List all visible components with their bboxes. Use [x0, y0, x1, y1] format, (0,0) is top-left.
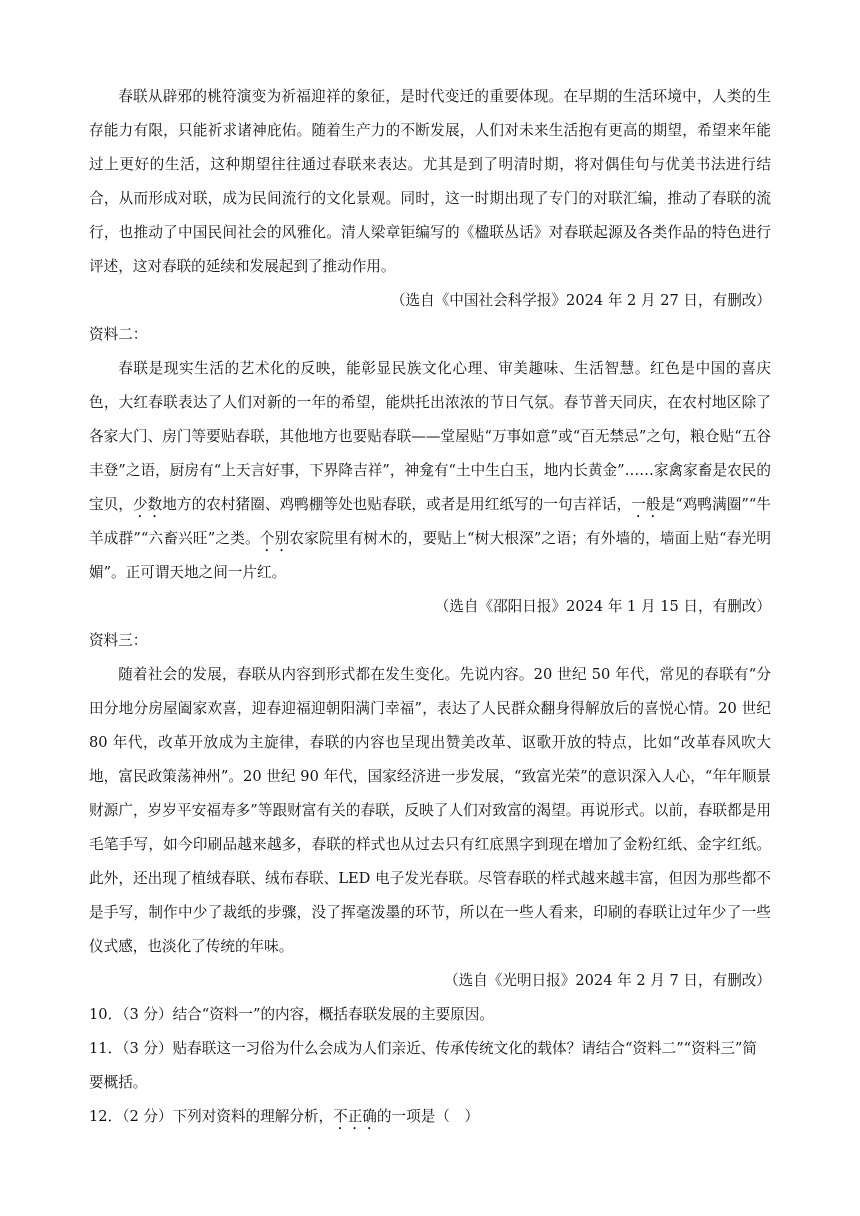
emphasis-shaoshu: 少数	[132, 496, 163, 513]
emphasis-yiban: 一般	[631, 496, 661, 513]
material3-paragraph: 随着社会的发展，春联从内容到形式都在发生变化。先说内容。20 世纪 50 年代，常见的春联有“分田分地分房屋阖家欢喜，迎春迎福迎朝阳满门幸福”，表达了人民群众翻身得解放后的喜悦心情。20 世纪 80 年代，改革开放成为主旋律，春联的内容也呈现出赞美改革、讴歌开放的特点，比如“改革春风吹大地，富民政策荡神州”。20 世纪 90 年代，国家经济进一步发展，“致富光荣”的意识深入人心，“年年顺景财源广，岁岁平安福寿多”等跟财富有关的春联，反映了人们对致富的渴望。再说形式。以前，春联都是用毛笔手写，如今印刷品越来越多，春联的样式也从过去只有红底黑字到现在增加了金粉红纸、金字红纸。此外，还出现了植绒春联、绒布春联、LED 电子发光春联。尽管春联的样式越来越丰富，但因为那些都不是手写，制作中少了裁纸的步骤，没了挥毫泼墨的环节，所以在一些人看来，印刷的春联让过年少了一些仪式感，也淡化了传统的年味。	[89, 666, 771, 955]
material2-text-c: 是“鸡鸭满圈”“牛羊成群”“六畜兴旺”之类。	[89, 496, 771, 547]
question-12-suffix: 的一项是（ ）	[376, 1108, 480, 1125]
material2-text-a: 春联是现实生活的艺术化的反映，能彰显民族文化心理、审美趣味、生活智慧。红色是中国的喜庆色，大红春联表达了人们对新的一年的希望，能烘托出浓浓的节日气氛。春节普天同庆，在农村地区除了各家大门、房门等要贴春联，其他地方也要贴春联——堂屋贴“万事如意”或“百无禁忌”之句，粮仓贴“五谷丰登”之语，厨房有“上天言好事，下界降吉祥”，神龛有“土中生白玉，地内长黄金”……家禽家畜是农民的宝贝，	[89, 360, 771, 513]
material2-text-b: 地方的农村猪圈、鸡鸭棚等处也贴春联，或者是用红纸写的一句吉祥话，	[162, 496, 632, 513]
question-10: 10．（3 分）结合“资料一”的内容，概括春联发展的主要原因。	[89, 1006, 494, 1023]
emphasis-buzhengque: 不正确	[333, 1108, 377, 1125]
material2-heading: 资料二：	[89, 326, 148, 343]
material2-paragraph	[89, 352, 771, 590]
material1-paragraph: 春联从辟邪的桃符演变为祈福迎祥的象征，是时代变迁的重要体现。在早期的生活环境中，人类的生存能力有限，只能祈求诸神庇佑。随着生产力的不断发展，人们对未来生活抱有更高的期望，希望来年能过上更好的生活，这种期望往往通过春联来表达。尤其是到了明清时期，将对偶佳句与优美书法进行结合，从而形成对联，成为民间流行的文化景观。同时，这一时期出现了专门的对联汇编，推动了春联的流行，也推动了中国民间社会的风雅化。清人梁章钜编写的《楹联丛话》对春联起源及各类作品的特色进行评述，这对春联的延续和发展起到了推动作用。	[89, 88, 771, 275]
question-12	[89, 1100, 771, 1134]
material3-source: （选自《光明日报》2024 年 2 月 7 日，有删改）	[444, 972, 771, 989]
material2-source: （选自《邵阳日报》2024 年 1 月 15 日，有删改）	[434, 598, 771, 615]
document-page	[89, 80, 771, 1134]
question-12-prefix: 12．（2 分）下列对资料的理解分析，	[89, 1108, 334, 1125]
material3-heading: 资料三：	[89, 632, 148, 649]
question-11: 11．（3 分）贴春联这一习俗为什么会成为人们亲近、传承传统文化的载体？请结合“资料二”“资料三”简要概括。	[89, 1040, 757, 1091]
material1-source: （选自《中国社会科学报》2024 年 2 月 27 日，有删改）	[390, 292, 771, 309]
emphasis-gebie: 个别	[259, 530, 290, 547]
material2-text-d: 农家院里有树木的，要贴上“树大根深”之语；有外墙的，墙面上贴“春光明媚”。正可谓天地之间一片红。	[89, 530, 771, 581]
